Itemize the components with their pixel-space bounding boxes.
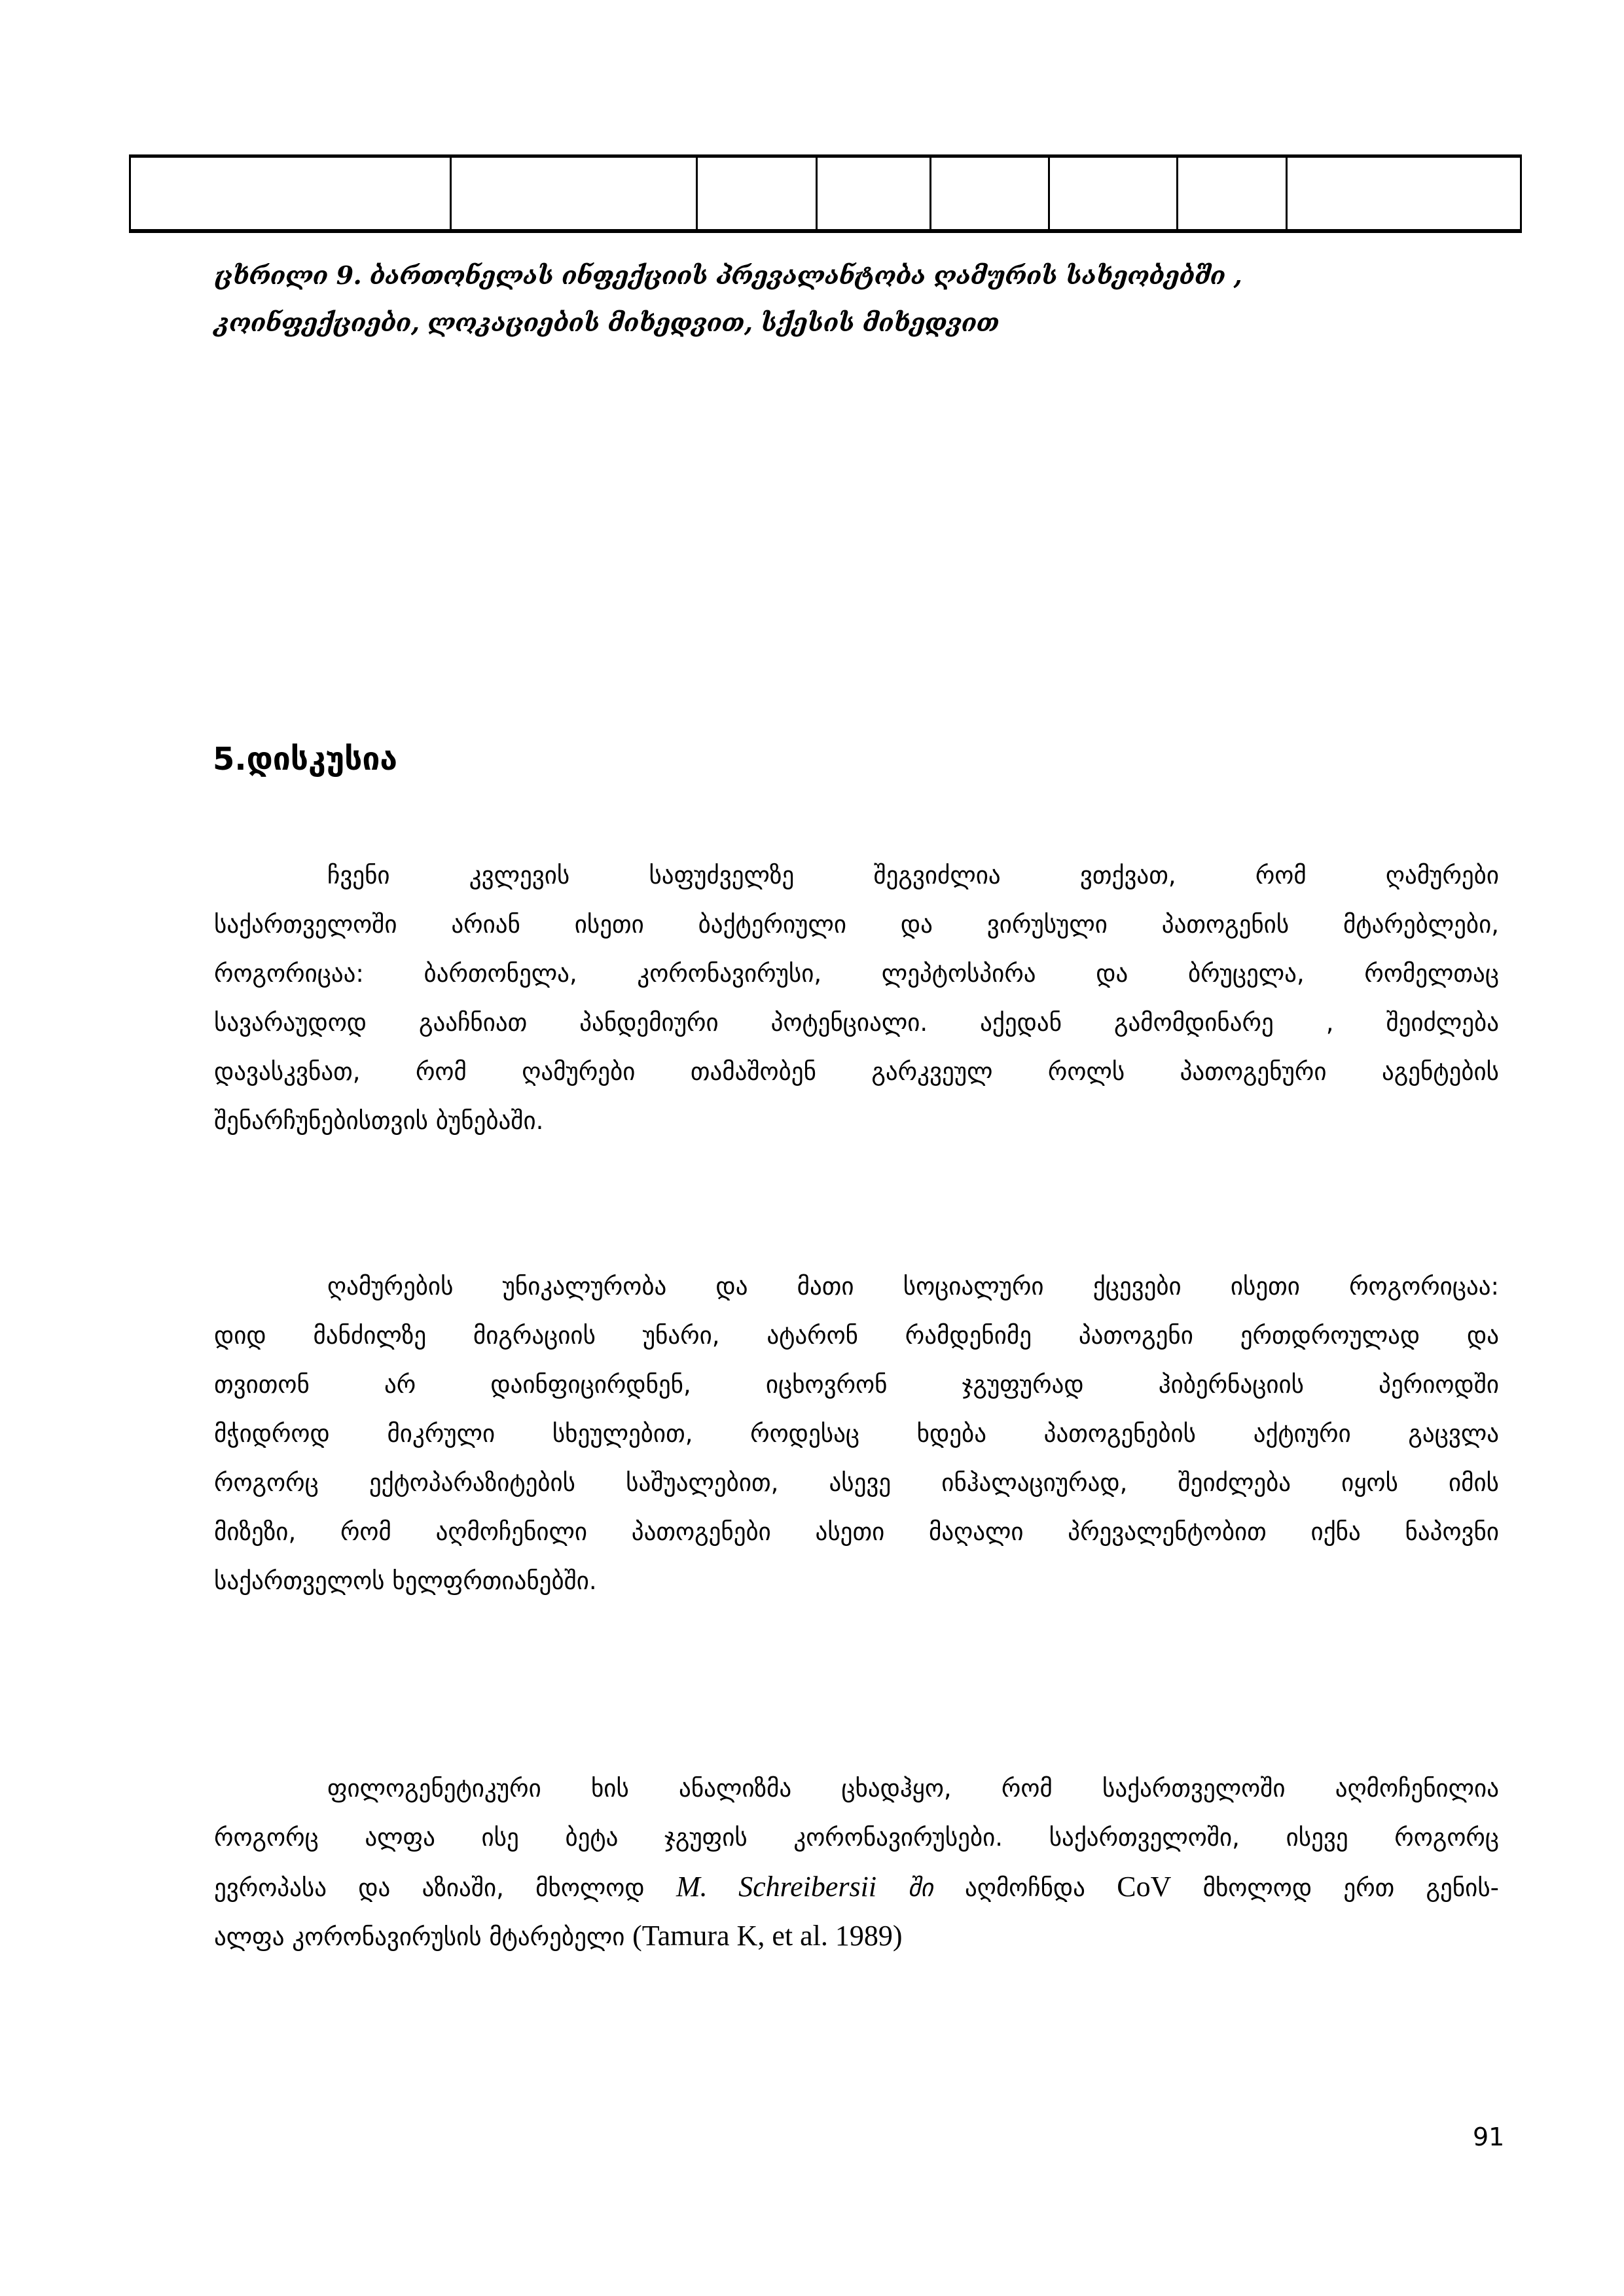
text-line: საქართველოში არიან ისეთი ბაქტერიული და ვირუსული პათოგენის მტარებლები,	[214, 910, 1499, 939]
text-segment: აღმოჩნდა	[933, 1874, 1117, 1902]
table-cell	[1050, 158, 1178, 229]
paragraph-2	[214, 1262, 1499, 1605]
text-line: როგორიცაა: ბართონელა, კორონავირუსი, ლეპტოსპირა და ბრუცელა, რომელთაც	[214, 960, 1499, 988]
caption-line: კოინფექციები, ლოკაციების მიხედვით, სქესის მიხედვით	[215, 308, 1000, 337]
text-line: ღამურების უნიკალურობა და მათი სოციალური ქცევები ისეთი როგორიცაა:	[327, 1272, 1499, 1300]
species-name: M. Schreibersii	[676, 1871, 877, 1903]
table-cell	[131, 158, 452, 229]
table-cell	[818, 158, 931, 229]
text-line: ჩვენი კვლევის საფუძველზე შეგვიძლია ვთქვათ, რომ ღამურები	[327, 861, 1499, 889]
text-segment: ალფა კორონავირუსის მტარებელი	[214, 1923, 633, 1951]
text-line: დიდ მანძილზე მიგრაციის უნარი, ატარონ რამდენიმე პათოგენი ერთდროულად და	[214, 1321, 1499, 1350]
table-cell	[698, 158, 818, 229]
text-line: შენარჩუნებისთვის ბუნებაში.	[214, 1107, 544, 1135]
text-line: სავარაუდოდ გააჩნიათ პანდემიური პოტენციალი. აქედან გამომდინარე , შეიძლება	[214, 1009, 1499, 1037]
text-segment: მხოლოდ ერთ გენის-	[1171, 1874, 1499, 1902]
table-cell	[1288, 158, 1520, 229]
species-suffix: ში	[876, 1874, 933, 1902]
table-cell	[452, 158, 698, 229]
table-caption	[215, 252, 1393, 346]
paragraph-1	[214, 851, 1499, 1145]
page-number: 91	[1473, 2123, 1505, 2151]
paragraph-3	[214, 1764, 1499, 1960]
text-line-with-citation	[214, 1911, 1499, 1960]
text-line: მჭიდროდ მიკრული სხეულებით, როდესაც ხდება პათოგენების აქტიური გაცვლა	[214, 1420, 1499, 1448]
table-cell	[1178, 158, 1288, 229]
text-line: როგორც ალფა ისე ბეტა ჯგუფის კორონავირუსები. საქართველოში, ისევე როგორც	[214, 1823, 1499, 1852]
text-line: ფილოგენეტიკური ხის ანალიზმა ცხადჰყო, რომ საქართველოში აღმოჩენილია	[327, 1774, 1499, 1803]
section-heading: 5.დისკუსია	[213, 741, 397, 778]
citation: (Tamura K, et al. 1989)	[632, 1920, 903, 1952]
empty-table	[129, 154, 1522, 233]
text-line: საქართველოს ხელფრთიანებში.	[214, 1567, 597, 1595]
text-line: თვითონ არ დაინფიცირდნენ, იცხოვრონ ჯგუფურად ჰიბერნაციის პერიოდში	[214, 1371, 1499, 1399]
table-cell	[931, 158, 1050, 229]
cov-abbreviation: CoV	[1117, 1871, 1172, 1903]
text-line: მიზეზი, რომ აღმოჩენილი პათოგენები ასეთი მაღალი პრევალენტობით იქნა ნაპოვნი	[214, 1518, 1499, 1546]
text-segment: ევროპასა და აზიაში, მხოლოდ	[214, 1874, 676, 1902]
text-line: დავასკვნათ, რომ ღამურები თამაშობენ გარკვეულ როლს პათოგენური აგენტების	[214, 1058, 1499, 1086]
text-line-with-species	[214, 1862, 1499, 1911]
caption-line: ცხრილი 9. ბართონელას ინფექციის პრევალანტობა ღამურის სახეობებში ,	[215, 260, 1242, 290]
text-line: როგორც ექტოპარაზიტების საშუალებით, ასევე ინჰალაციურად, შეიძლება იყოს იმის	[214, 1469, 1499, 1497]
